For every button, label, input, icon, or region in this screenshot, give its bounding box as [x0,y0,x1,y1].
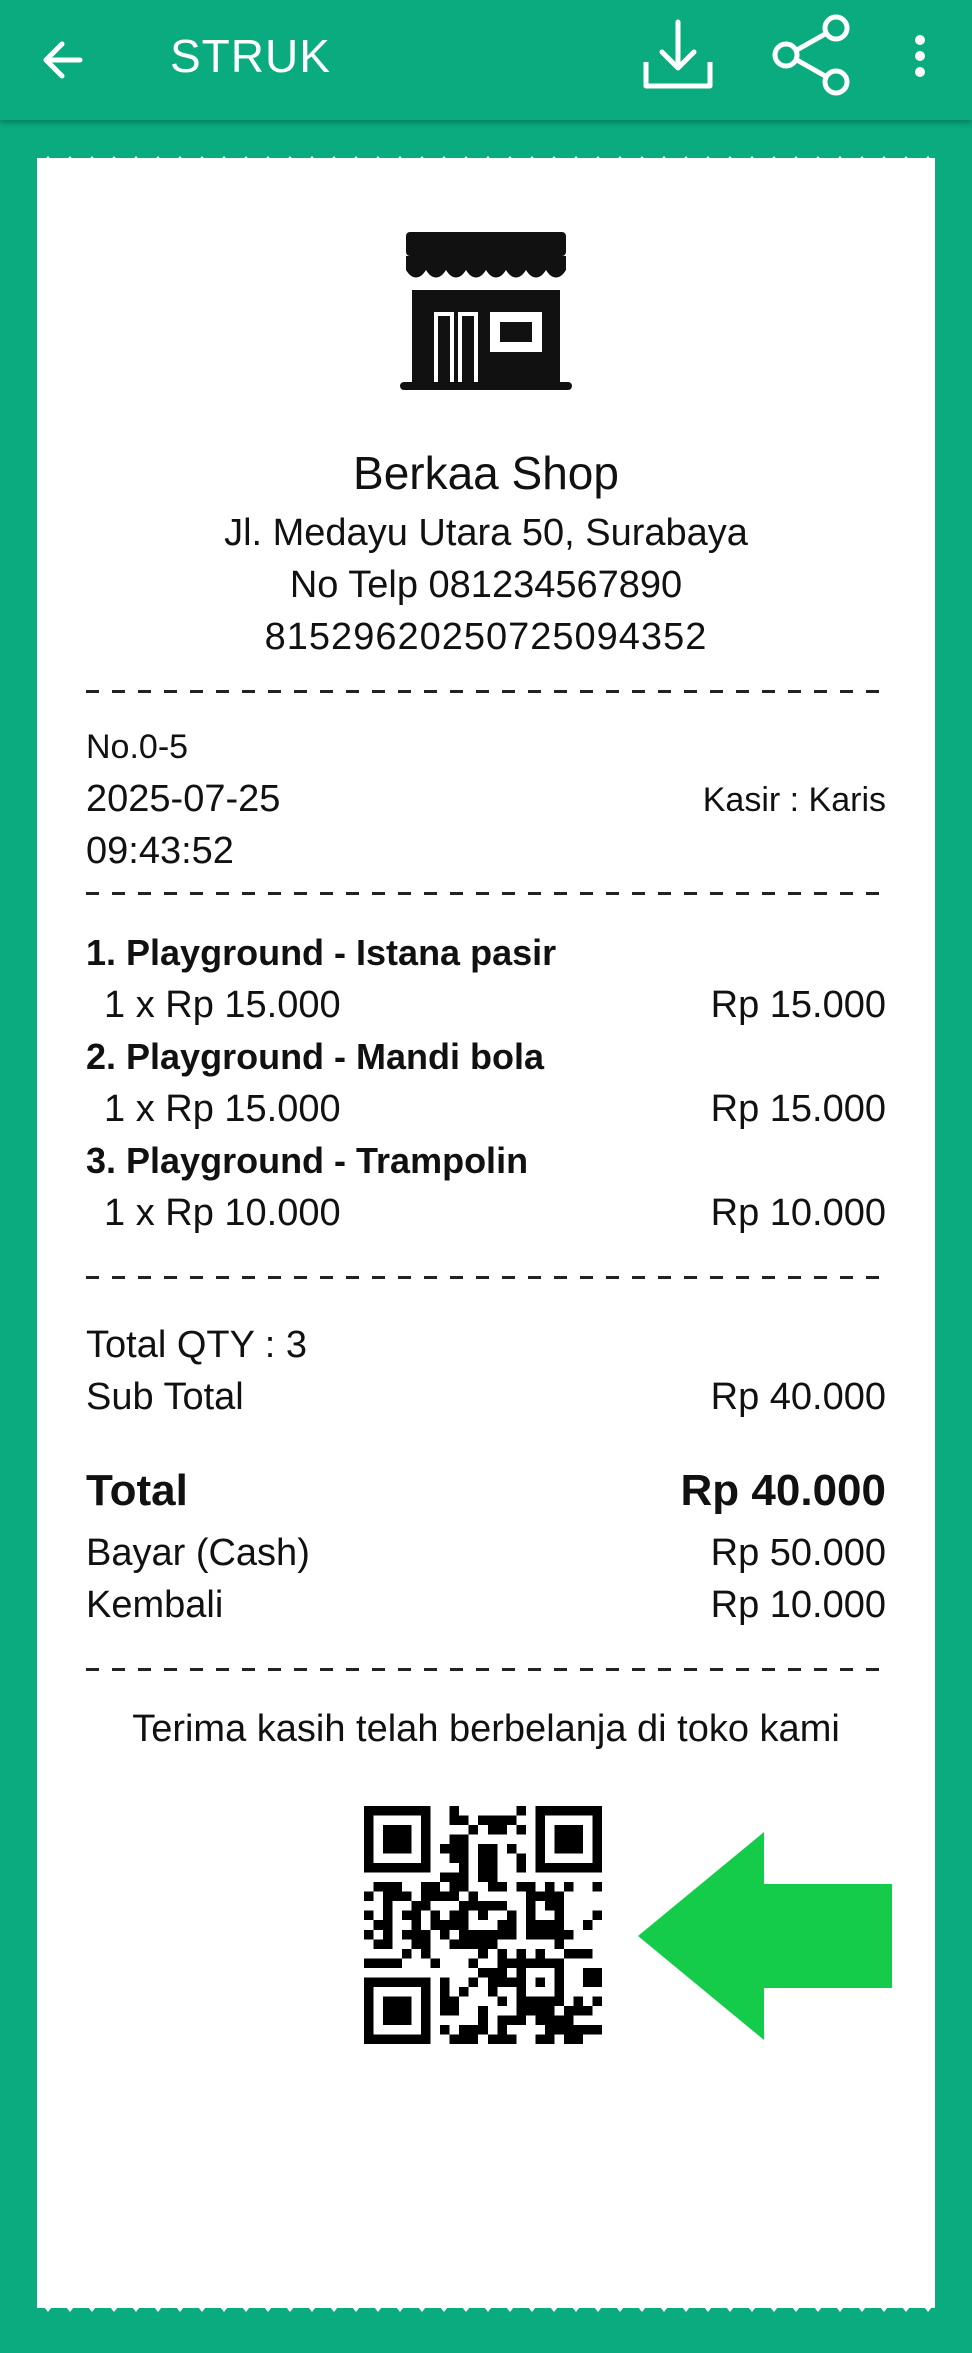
store-code: 81529620250725094352 [264,616,708,658]
store-name: Berkaa Shop [353,447,619,499]
total-value: Rp 40.000 [680,1466,886,1515]
app-bar [0,0,972,120]
item-name: 1. Playground - Istana pasir [86,932,557,973]
back-arrow-icon[interactable] [30,24,102,96]
divider [86,892,886,895]
total-qty: Total QTY : 3 [86,1324,308,1366]
total-label: Total [86,1466,188,1515]
divider [86,1276,886,1279]
thank-you-message: Terima kasih telah berbelanja di toko kami [132,1708,840,1750]
more-vertical-icon[interactable] [900,24,940,88]
store-phone: No Telp 081234567890 [289,564,683,606]
change-label: Kembali [86,1584,224,1626]
page-title: STRUK [170,30,331,82]
divider [86,690,886,693]
receipt-torn-edge-bottom [37,2298,935,2318]
item-qty-price: 1 x Rp 10.000 [104,1192,341,1234]
change-value: Rp 10.000 [710,1584,886,1626]
subtotal-label: Sub Total [86,1376,244,1418]
item-qty-price: 1 x Rp 15.000 [104,984,341,1026]
item-subtotal: Rp 10.000 [710,1192,886,1234]
transaction-time: 09:43:52 [86,830,234,872]
transaction-date: 2025-07-25 [86,778,281,820]
divider [86,1668,886,1671]
subtotal-value: Rp 40.000 [710,1376,886,1418]
qr-code [364,1806,602,2044]
item-qty-price: 1 x Rp 15.000 [104,1088,341,1130]
download-icon[interactable] [636,16,720,96]
share-icon[interactable] [768,12,854,98]
cashier-label: Kasir : Karis [702,781,886,819]
item-subtotal: Rp 15.000 [710,1088,886,1130]
receipt-torn-edge-top [37,150,935,170]
item-name: 2. Playground - Mandi bola [86,1036,545,1077]
store-icon [400,232,572,392]
item-subtotal: Rp 15.000 [710,984,886,1026]
transaction-number: No.0-5 [86,728,189,766]
item-name: 3. Playground - Trampolin [86,1140,529,1181]
store-address: Jl. Medayu Utara 50, Surabaya [224,512,748,554]
arrow-left-icon [638,1832,892,2040]
paid-value: Rp 50.000 [710,1532,886,1574]
paid-label: Bayar (Cash) [86,1532,310,1574]
